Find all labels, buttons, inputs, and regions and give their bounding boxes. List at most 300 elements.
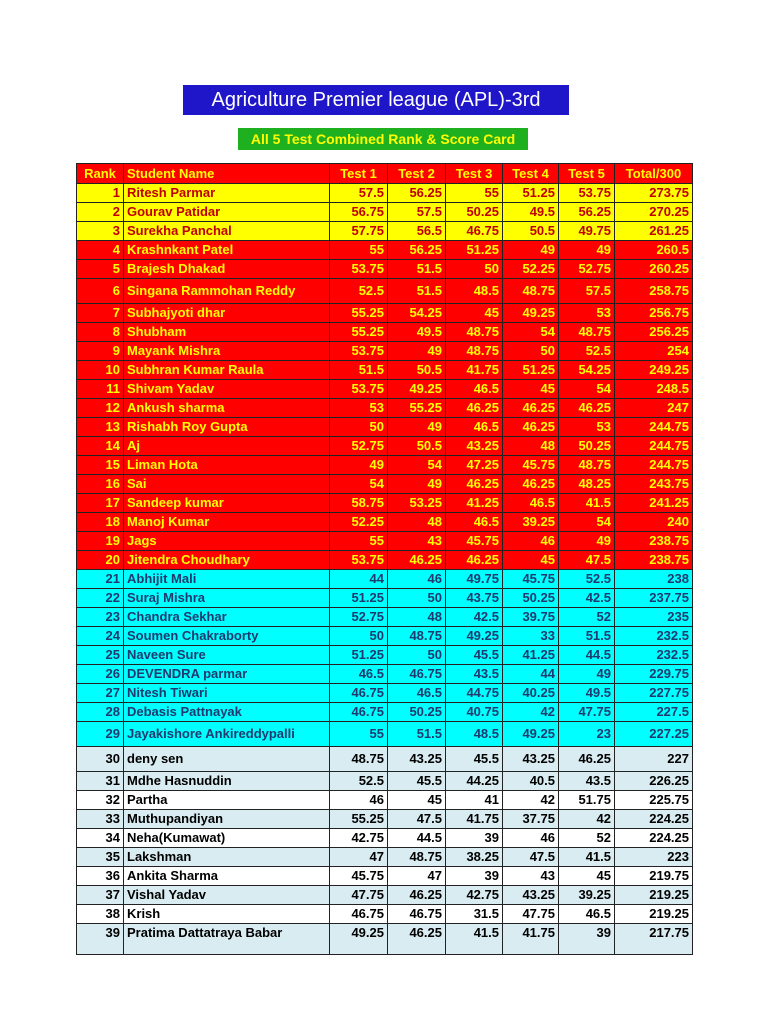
table-row (77, 551, 693, 570)
cell-test-3: 43.5 (446, 665, 503, 684)
cell-test-3: 43.75 (446, 589, 503, 608)
cell-test-1: 51.25 (330, 646, 388, 665)
cell-test-2: 49 (388, 418, 446, 437)
cell-total: 273.75 (615, 184, 693, 203)
cell-total: 238.75 (615, 551, 693, 570)
table-row (77, 924, 693, 955)
cell-test-2: 55.25 (388, 399, 446, 418)
cell-test-1: 47.75 (330, 886, 388, 905)
cell-test-3: 41 (446, 791, 503, 810)
cell-test-3: 44.25 (446, 772, 503, 791)
cell-test-5: 52.5 (559, 570, 615, 589)
cell-test-3: 43.25 (446, 437, 503, 456)
cell-test-4: 43.25 (503, 747, 559, 772)
cell-test-2: 54.25 (388, 304, 446, 323)
cell-test-5: 56.25 (559, 203, 615, 222)
cell-total: 240 (615, 513, 693, 532)
cell-test-2: 50.25 (388, 703, 446, 722)
cell-test-5: 48.75 (559, 323, 615, 342)
cell-test-5: 42 (559, 810, 615, 829)
cell-student-name: Chandra Sekhar (124, 608, 330, 627)
cell-test-2: 43 (388, 532, 446, 551)
cell-total: 244.75 (615, 456, 693, 475)
cell-student-name: Rishabh Roy Gupta (124, 418, 330, 437)
cell-test-2: 48 (388, 513, 446, 532)
cell-test-4: 40.25 (503, 684, 559, 703)
cell-test-1: 52.75 (330, 608, 388, 627)
cell-total: 237.75 (615, 589, 693, 608)
cell-test-2: 56.5 (388, 222, 446, 241)
cell-rank: 20 (77, 551, 124, 570)
cell-rank: 33 (77, 810, 124, 829)
cell-test-4: 46.25 (503, 399, 559, 418)
cell-student-name: Shubham (124, 323, 330, 342)
cell-test-1: 53.75 (330, 551, 388, 570)
table-row (77, 848, 693, 867)
table-row (77, 747, 693, 772)
cell-test-3: 49.25 (446, 627, 503, 646)
cell-total: 217.75 (615, 924, 693, 955)
table-row (77, 722, 693, 747)
cell-student-name: Vishal Yadav (124, 886, 330, 905)
table-row (77, 380, 693, 399)
cell-test-1: 46.75 (330, 684, 388, 703)
table-row (77, 342, 693, 361)
score-table (76, 163, 693, 955)
header-rank: Rank (77, 164, 124, 184)
table-row (77, 589, 693, 608)
cell-test-2: 48 (388, 608, 446, 627)
cell-test-1: 48.75 (330, 747, 388, 772)
cell-test-4: 46 (503, 829, 559, 848)
cell-test-2: 51.5 (388, 260, 446, 279)
cell-test-1: 46 (330, 791, 388, 810)
cell-test-2: 46 (388, 570, 446, 589)
cell-test-2: 48.75 (388, 627, 446, 646)
cell-rank: 8 (77, 323, 124, 342)
cell-test-2: 46.25 (388, 551, 446, 570)
table-row (77, 608, 693, 627)
cell-test-5: 51.75 (559, 791, 615, 810)
cell-test-3: 46.25 (446, 475, 503, 494)
cell-test-1: 53.75 (330, 380, 388, 399)
cell-test-4: 51.25 (503, 361, 559, 380)
cell-test-1: 49 (330, 456, 388, 475)
header-test-3: Test 3 (446, 164, 503, 184)
cell-test-1: 55.25 (330, 304, 388, 323)
cell-rank: 28 (77, 703, 124, 722)
cell-test-3: 48.5 (446, 279, 503, 304)
cell-total: 223 (615, 848, 693, 867)
cell-student-name: Singana Rammohan Reddy (124, 279, 330, 304)
cell-student-name: Nitesh Tiwari (124, 684, 330, 703)
cell-test-2: 46.5 (388, 684, 446, 703)
cell-rank: 5 (77, 260, 124, 279)
cell-test-4: 49 (503, 241, 559, 260)
cell-student-name: Jayakishore Ankireddypalli (124, 722, 330, 747)
table-row (77, 361, 693, 380)
cell-test-4: 40.5 (503, 772, 559, 791)
cell-test-5: 52 (559, 829, 615, 848)
table-row (77, 684, 693, 703)
cell-total: 232.5 (615, 646, 693, 665)
cell-test-1: 53.75 (330, 260, 388, 279)
cell-rank: 17 (77, 494, 124, 513)
cell-test-2: 50.5 (388, 437, 446, 456)
cell-rank: 36 (77, 867, 124, 886)
cell-test-2: 48.75 (388, 848, 446, 867)
cell-test-5: 39 (559, 924, 615, 955)
cell-total: 227.5 (615, 703, 693, 722)
cell-student-name: Suraj Mishra (124, 589, 330, 608)
cell-test-5: 46.25 (559, 399, 615, 418)
cell-test-1: 52.25 (330, 513, 388, 532)
cell-test-3: 50 (446, 260, 503, 279)
cell-test-2: 51.5 (388, 722, 446, 747)
cell-rank: 14 (77, 437, 124, 456)
cell-total: 235 (615, 608, 693, 627)
cell-test-5: 52.75 (559, 260, 615, 279)
cell-rank: 39 (77, 924, 124, 955)
cell-test-4: 50.5 (503, 222, 559, 241)
cell-test-3: 47.25 (446, 456, 503, 475)
cell-test-4: 48 (503, 437, 559, 456)
table-row (77, 791, 693, 810)
cell-total: 256.75 (615, 304, 693, 323)
cell-test-3: 42.5 (446, 608, 503, 627)
cell-rank: 21 (77, 570, 124, 589)
cell-test-4: 49.5 (503, 203, 559, 222)
cell-test-2: 43.25 (388, 747, 446, 772)
cell-test-3: 48.75 (446, 323, 503, 342)
cell-student-name: Krish (124, 905, 330, 924)
cell-student-name: Debasis Pattnayak (124, 703, 330, 722)
cell-total: 243.75 (615, 475, 693, 494)
cell-test-2: 54 (388, 456, 446, 475)
table-row (77, 203, 693, 222)
cell-rank: 27 (77, 684, 124, 703)
cell-test-2: 45 (388, 791, 446, 810)
cell-test-3: 41.25 (446, 494, 503, 513)
table-row (77, 260, 693, 279)
cell-student-name: Ritesh Parmar (124, 184, 330, 203)
cell-rank: 10 (77, 361, 124, 380)
cell-student-name: DEVENDRA parmar (124, 665, 330, 684)
cell-test-5: 49 (559, 241, 615, 260)
cell-total: 261.25 (615, 222, 693, 241)
cell-test-4: 46 (503, 532, 559, 551)
cell-test-4: 44 (503, 665, 559, 684)
cell-test-5: 46.5 (559, 905, 615, 924)
cell-test-1: 51.5 (330, 361, 388, 380)
table-row (77, 532, 693, 551)
cell-rank: 30 (77, 747, 124, 772)
cell-test-5: 45 (559, 867, 615, 886)
cell-total: 219.25 (615, 905, 693, 924)
cell-test-3: 51.25 (446, 241, 503, 260)
table-row (77, 703, 693, 722)
cell-student-name: Muthupandiyan (124, 810, 330, 829)
cell-test-3: 46.25 (446, 551, 503, 570)
cell-test-3: 46.5 (446, 380, 503, 399)
cell-test-5: 53 (559, 304, 615, 323)
cell-test-4: 49.25 (503, 722, 559, 747)
page-title: Agriculture Premier league (APL)-3rd (183, 85, 569, 115)
header-student-name: Student Name (124, 164, 330, 184)
cell-test-1: 55 (330, 722, 388, 747)
cell-total: 244.75 (615, 437, 693, 456)
cell-student-name: Mayank Mishra (124, 342, 330, 361)
cell-test-4: 39.25 (503, 513, 559, 532)
cell-test-3: 31.5 (446, 905, 503, 924)
cell-total: 270.25 (615, 203, 693, 222)
cell-test-1: 46.75 (330, 905, 388, 924)
cell-rank: 24 (77, 627, 124, 646)
cell-test-2: 49 (388, 342, 446, 361)
cell-test-2: 46.75 (388, 905, 446, 924)
cell-student-name: Sai (124, 475, 330, 494)
table-row (77, 241, 693, 260)
cell-test-5: 47.5 (559, 551, 615, 570)
cell-test-5: 57.5 (559, 279, 615, 304)
cell-test-3: 42.75 (446, 886, 503, 905)
cell-test-3: 50.25 (446, 203, 503, 222)
cell-student-name: Liman Hota (124, 456, 330, 475)
cell-test-4: 43.25 (503, 886, 559, 905)
cell-test-4: 49.25 (503, 304, 559, 323)
cell-total: 227 (615, 747, 693, 772)
cell-rank: 11 (77, 380, 124, 399)
cell-total: 219.25 (615, 886, 693, 905)
cell-test-3: 41.75 (446, 810, 503, 829)
table-row (77, 222, 693, 241)
cell-total: 229.75 (615, 665, 693, 684)
cell-test-1: 55 (330, 241, 388, 260)
cell-test-5: 48.25 (559, 475, 615, 494)
cell-test-3: 48.5 (446, 722, 503, 747)
header-test-4: Test 4 (503, 164, 559, 184)
cell-test-1: 45.75 (330, 867, 388, 886)
cell-test-4: 51.25 (503, 184, 559, 203)
cell-test-5: 23 (559, 722, 615, 747)
cell-test-2: 45.5 (388, 772, 446, 791)
table-header-row (77, 164, 693, 184)
cell-student-name: Pratima Dattatraya Babar (124, 924, 330, 955)
table-row (77, 279, 693, 304)
cell-student-name: Jags (124, 532, 330, 551)
cell-student-name: Krashnkant Patel (124, 241, 330, 260)
table-row (77, 304, 693, 323)
cell-rank: 12 (77, 399, 124, 418)
cell-test-2: 57.5 (388, 203, 446, 222)
cell-test-1: 47 (330, 848, 388, 867)
cell-test-3: 41.75 (446, 361, 503, 380)
cell-test-5: 47.75 (559, 703, 615, 722)
table-row (77, 456, 693, 475)
cell-test-1: 46.5 (330, 665, 388, 684)
cell-test-4: 46.25 (503, 475, 559, 494)
cell-total: 238.75 (615, 532, 693, 551)
cell-test-1: 52.75 (330, 437, 388, 456)
cell-student-name: Partha (124, 791, 330, 810)
cell-student-name: Subhajyoti dhar (124, 304, 330, 323)
cell-test-4: 48.75 (503, 279, 559, 304)
cell-test-1: 42.75 (330, 829, 388, 848)
cell-total: 232.5 (615, 627, 693, 646)
cell-rank: 32 (77, 791, 124, 810)
cell-test-3: 41.5 (446, 924, 503, 955)
cell-test-1: 57.75 (330, 222, 388, 241)
cell-rank: 3 (77, 222, 124, 241)
cell-test-3: 45 (446, 304, 503, 323)
cell-student-name: Lakshman (124, 848, 330, 867)
cell-test-4: 39.75 (503, 608, 559, 627)
cell-rank: 1 (77, 184, 124, 203)
cell-test-1: 51.25 (330, 589, 388, 608)
cell-test-4: 50.25 (503, 589, 559, 608)
cell-rank: 6 (77, 279, 124, 304)
cell-test-3: 48.75 (446, 342, 503, 361)
header-total: Total/300 (615, 164, 693, 184)
cell-test-5: 43.5 (559, 772, 615, 791)
cell-test-5: 49 (559, 532, 615, 551)
cell-test-2: 51.5 (388, 279, 446, 304)
cell-test-5: 54.25 (559, 361, 615, 380)
cell-test-1: 52.5 (330, 279, 388, 304)
table-row (77, 513, 693, 532)
cell-total: 260.25 (615, 260, 693, 279)
cell-test-4: 50 (503, 342, 559, 361)
cell-test-1: 50 (330, 418, 388, 437)
cell-test-2: 53.25 (388, 494, 446, 513)
cell-test-5: 48.75 (559, 456, 615, 475)
cell-student-name: Surekha Panchal (124, 222, 330, 241)
cell-test-2: 50 (388, 646, 446, 665)
cell-test-1: 53 (330, 399, 388, 418)
cell-test-2: 50 (388, 589, 446, 608)
cell-test-4: 54 (503, 323, 559, 342)
cell-test-3: 38.25 (446, 848, 503, 867)
cell-student-name: Neha(Kumawat) (124, 829, 330, 848)
cell-test-3: 39 (446, 829, 503, 848)
cell-test-1: 54 (330, 475, 388, 494)
cell-test-4: 42 (503, 791, 559, 810)
cell-test-1: 44 (330, 570, 388, 589)
cell-test-5: 53.75 (559, 184, 615, 203)
cell-test-4: 41.25 (503, 646, 559, 665)
cell-test-5: 49.75 (559, 222, 615, 241)
cell-rank: 29 (77, 722, 124, 747)
cell-test-1: 56.75 (330, 203, 388, 222)
table-row (77, 646, 693, 665)
cell-test-4: 37.75 (503, 810, 559, 829)
cell-student-name: Naveen Sure (124, 646, 330, 665)
cell-student-name: Shivam Yadav (124, 380, 330, 399)
cell-rank: 2 (77, 203, 124, 222)
cell-rank: 15 (77, 456, 124, 475)
cell-test-3: 39 (446, 867, 503, 886)
cell-test-3: 55 (446, 184, 503, 203)
cell-total: 244.75 (615, 418, 693, 437)
cell-rank: 19 (77, 532, 124, 551)
cell-test-5: 42.5 (559, 589, 615, 608)
cell-student-name: Ankush sharma (124, 399, 330, 418)
cell-rank: 35 (77, 848, 124, 867)
cell-student-name: Mdhe Hasnuddin (124, 772, 330, 791)
cell-total: 248.5 (615, 380, 693, 399)
cell-test-3: 46.75 (446, 222, 503, 241)
cell-test-3: 45.5 (446, 747, 503, 772)
cell-test-4: 43 (503, 867, 559, 886)
table-row (77, 494, 693, 513)
cell-test-3: 45.5 (446, 646, 503, 665)
cell-total: 260.5 (615, 241, 693, 260)
cell-test-1: 55.25 (330, 810, 388, 829)
cell-total: 238 (615, 570, 693, 589)
cell-test-5: 49 (559, 665, 615, 684)
cell-total: 225.75 (615, 791, 693, 810)
cell-test-3: 44.75 (446, 684, 503, 703)
cell-student-name: Aj (124, 437, 330, 456)
page-subtitle: All 5 Test Combined Rank & Score Card (238, 128, 528, 150)
cell-total: 227.75 (615, 684, 693, 703)
cell-test-2: 47 (388, 867, 446, 886)
cell-test-2: 46.25 (388, 886, 446, 905)
cell-rank: 9 (77, 342, 124, 361)
cell-test-5: 53 (559, 418, 615, 437)
cell-student-name: Abhijit Mali (124, 570, 330, 589)
table-row (77, 810, 693, 829)
cell-test-2: 49.5 (388, 323, 446, 342)
cell-test-2: 49 (388, 475, 446, 494)
table-row (77, 867, 693, 886)
cell-rank: 22 (77, 589, 124, 608)
cell-total: 254 (615, 342, 693, 361)
table-row (77, 886, 693, 905)
cell-test-4: 41.75 (503, 924, 559, 955)
cell-total: 219.75 (615, 867, 693, 886)
cell-test-1: 55 (330, 532, 388, 551)
cell-test-1: 53.75 (330, 342, 388, 361)
cell-rank: 38 (77, 905, 124, 924)
cell-test-3: 49.75 (446, 570, 503, 589)
cell-test-1: 50 (330, 627, 388, 646)
cell-test-5: 39.25 (559, 886, 615, 905)
cell-test-2: 46.25 (388, 924, 446, 955)
cell-rank: 18 (77, 513, 124, 532)
cell-test-4: 45 (503, 380, 559, 399)
cell-student-name: Soumen Chakraborty (124, 627, 330, 646)
cell-test-4: 45.75 (503, 570, 559, 589)
table-row (77, 829, 693, 848)
cell-test-4: 52.25 (503, 260, 559, 279)
table-row (77, 399, 693, 418)
cell-rank: 13 (77, 418, 124, 437)
table-row (77, 323, 693, 342)
cell-test-5: 50.25 (559, 437, 615, 456)
cell-total: 226.25 (615, 772, 693, 791)
cell-test-5: 49.5 (559, 684, 615, 703)
cell-test-4: 33 (503, 627, 559, 646)
cell-test-2: 44.5 (388, 829, 446, 848)
cell-test-2: 49.25 (388, 380, 446, 399)
cell-test-3: 45.75 (446, 532, 503, 551)
cell-student-name: Subhran Kumar Raula (124, 361, 330, 380)
cell-test-4: 42 (503, 703, 559, 722)
header-test-5: Test 5 (559, 164, 615, 184)
table-row (77, 475, 693, 494)
cell-student-name: Jitendra Choudhary (124, 551, 330, 570)
